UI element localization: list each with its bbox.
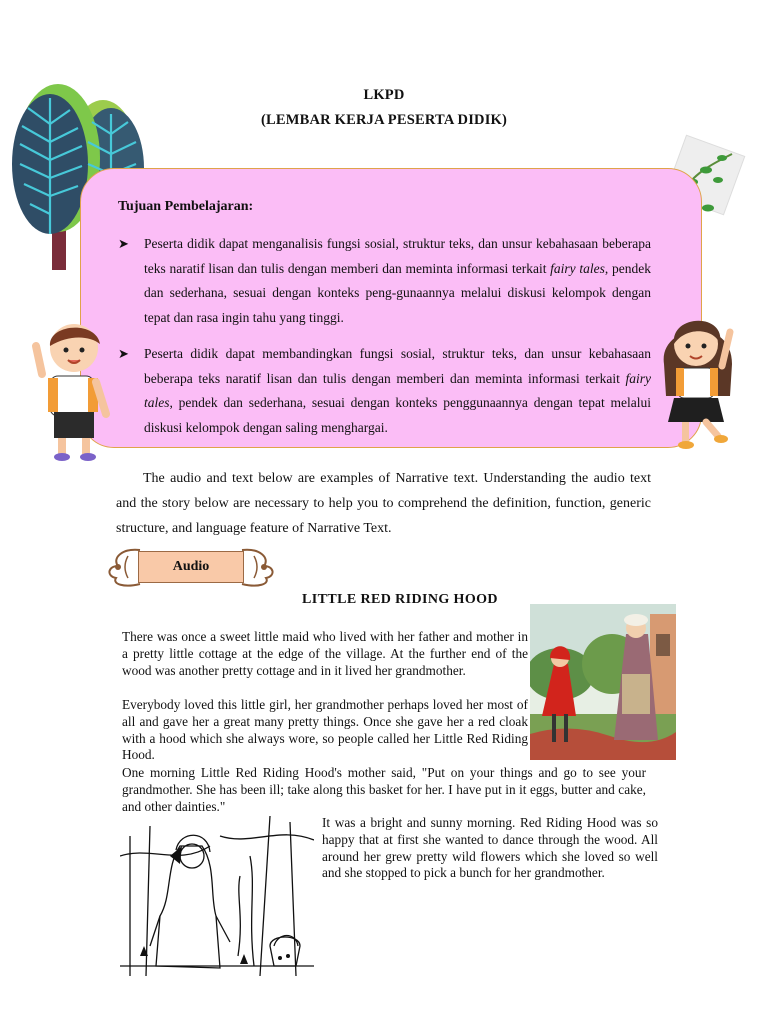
story-paragraph-3: One morning Little Red Riding Hood's mother said, "Put on your things and go to see your grandmother. She has been ill; take along this basket for her. I have put in it eggs, butter and cake, and other dainties." — [122, 765, 646, 814]
arrowhead-bullet-icon: ➤ — [118, 346, 129, 361]
story-paragraph-2: Everybody loved this little girl, her grandmother perhaps loved her most of all and gave her a great many pretty things. Once she gave her a red cloak with a hood which she always wore, so people called her Little Red Riding Hood. — [122, 697, 528, 763]
ornament-right-icon — [238, 546, 278, 588]
objective-item-1 — [118, 232, 651, 330]
audio-label: Audio — [138, 551, 244, 583]
objectives-heading: Tujuan Pembelajaran: — [118, 199, 254, 214]
intro-paragraph: The audio and text below are examples of Narrative text. Understanding the audio text and the story below are necessary to help you to comprehend the definition, function, generic structure, and language feature of Narrative Text. — [116, 471, 651, 536]
boy-illustration — [30, 318, 120, 464]
story-title: LITTLE RED RIDING HOOD — [302, 592, 498, 607]
audio-label-frame — [104, 546, 278, 588]
worksheet-title: LKPD — [363, 87, 405, 103]
worksheet-subtitle: (LEMBAR KERJA PESERTA DIDIK) — [260, 112, 508, 128]
red-riding-hood-line-illustration — [120, 816, 314, 978]
objective-2-text: Peserta didik dapat membandingkan fungsi sosial, struktur teks, dan unsur kebahasaan beberapa teks naratif lisan dan tulis dengan memberi dan meminta informasi terkait — [144, 346, 651, 386]
girl-illustration — [656, 304, 740, 454]
objective-2-italic: fairy tales — [144, 370, 651, 410]
red-riding-hood-color-illustration — [530, 604, 676, 760]
objective-item-2 — [118, 342, 651, 440]
objective-1-text: Peserta didik dapat menganalisis fungsi sosial, struktur teks, dan unsur kebahasaan beberapa teks naratif lisan dan tulis dengan memberi dan meminta informasi terkait — [144, 236, 651, 276]
story-paragraph-4: It was a bright and sunny morning. Red Riding Hood was so happy that at first she wanted to dance through the wood. All around her grew pretty wild flowers which she loved so well and she stopped to pick a bunch for her grandmother. — [322, 815, 658, 881]
objective-1-italic: fairy tales — [550, 260, 605, 276]
arrowhead-bullet-icon: ➤ — [118, 236, 129, 251]
objective-1-text-end: , pendek dan sederhana, sesuai dengan konteks peng-gunaannya melalui diskusi kelompok dengan tepat dan rasa ingin tahu yang tinggi. — [144, 260, 651, 325]
story-paragraph-1: There was once a sweet little maid who lived with her father and mother in a pretty little cottage at the edge of the village. At the further end of the wood was another pretty cottage and in it lived her grandmother. — [122, 629, 528, 678]
objective-2-text-end: , pendek dan sederhana, sesuai dengan konteks penggunaannya dengan tepat melalui diskusi kelompok dengan saling menghargai. — [144, 395, 651, 435]
